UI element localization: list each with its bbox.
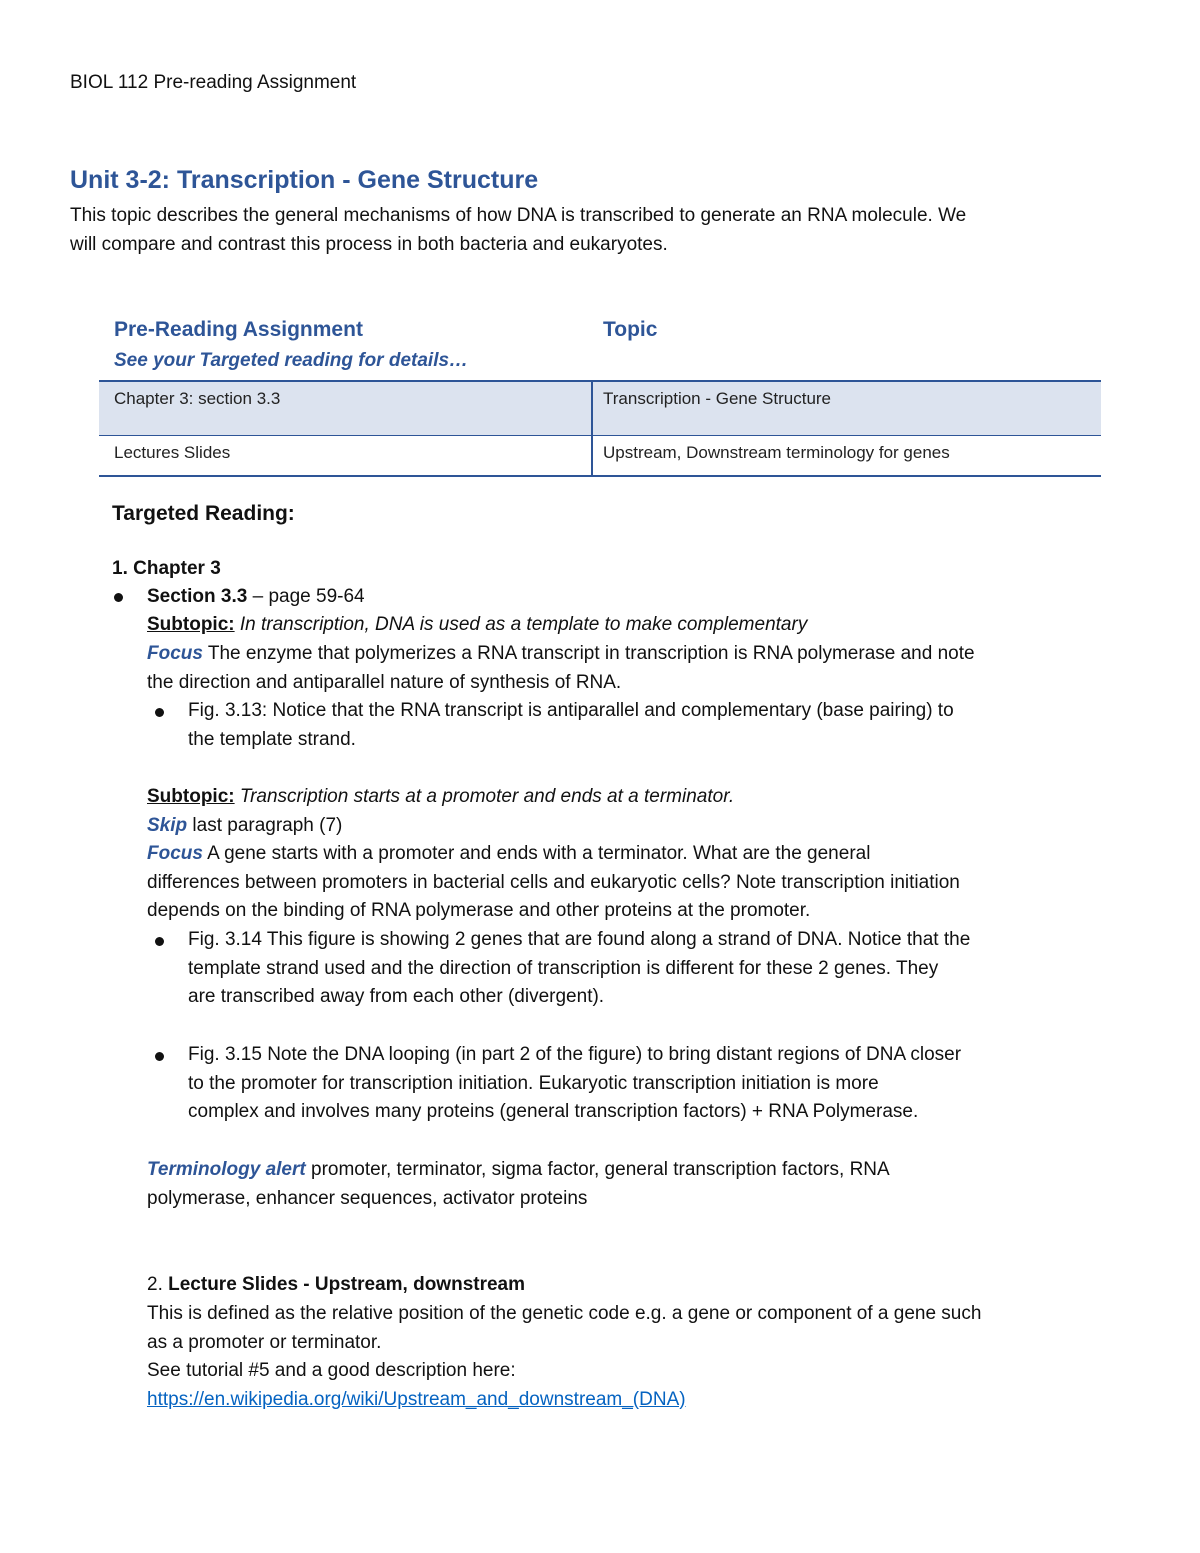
figure-note-line: the template strand. [188, 728, 356, 750]
figure-note [188, 1041, 961, 1127]
section-label: Section 3.3 [147, 586, 248, 607]
focus-text: The enzyme that polymerizes a RNA transcript in transcription is RNA polymerase and note [202, 643, 975, 664]
intro-paragraph [70, 202, 966, 259]
terminology-paragraph [147, 1156, 890, 1213]
table-header-assignment: Pre-Reading Assignment [114, 318, 363, 341]
figure-note-line: Fig. 3.13: Notice that the RNA transcript is antiparallel and complementary (base pairing) to [188, 700, 954, 721]
figure-note-line: Fig. 3.14 This figure is showing 2 genes that are found along a strand of DNA. Notice that the [188, 929, 971, 950]
focus-paragraph [147, 840, 960, 926]
focus-text: A gene starts with a promoter and ends with a terminator. What are the general [202, 843, 871, 864]
focus-line [147, 840, 960, 869]
table-cell-topic: Transcription - Gene Structure [603, 389, 832, 408]
subtopic-line [147, 783, 734, 812]
focus-line: differences between promoters in bacterial cells and eukaryotic cells? Note transcription initiation [147, 871, 960, 893]
figure-note [188, 926, 970, 1012]
table-column-divider [591, 382, 593, 476]
focus-line: the direction and antiparallel nature of synthesis of RNA. [147, 671, 622, 693]
table-header-topic: Topic [603, 318, 658, 341]
section-pages: – page 59-64 [247, 586, 365, 607]
bullet-icon [155, 1052, 164, 1061]
figure-note-line: complex and involves many proteins (general transcription factors) + RNA Polymerase. [188, 1101, 919, 1122]
table-row [99, 436, 1101, 475]
terminology-text: promoter, terminator, sigma factor, general transcription factors, RNA [305, 1159, 890, 1180]
unit-title: Unit 3-2: Transcription - Gene Structure [70, 166, 539, 194]
item2-title: Lecture Slides - Upstream, downstream [168, 1274, 526, 1295]
table-subheader: See your Targeted reading for details… [114, 350, 469, 371]
terminology-line [147, 1156, 890, 1185]
skip-line [147, 812, 342, 841]
bullet-icon [155, 708, 164, 717]
table-cell-assignment: Lectures Slides [114, 443, 231, 462]
focus-paragraph [147, 640, 975, 697]
subtopic-text: Transcription starts at a promoter and ends at a terminator. [234, 786, 735, 807]
table-cell-assignment: Chapter 3: section 3.3 [114, 389, 281, 408]
item2-number: 2. [147, 1274, 169, 1295]
subtopic-text: In transcription, DNA is used as a template to make complementary [234, 614, 808, 635]
focus-label: Focus [147, 843, 203, 864]
skip-text: last paragraph (7) [187, 815, 343, 836]
bullet-icon [114, 593, 123, 602]
intro-line: will compare and contrast this process in both bacteria and eukaryotes. [70, 233, 668, 255]
item2-line: See tutorial #5 and a good description here: [147, 1360, 516, 1381]
item2-line: This is defined as the relative position of the genetic code e.g. a gene or component of a gene such [147, 1303, 982, 1324]
subtopic-label: Subtopic: [147, 786, 235, 807]
figure-note-line: template strand used and the direction of transcription is different for these 2 genes. They [188, 957, 939, 979]
subtopic-line [147, 611, 807, 640]
intro-line: This topic describes the general mechanisms of how DNA is transcribed to generate an RNA molecule. We [70, 205, 967, 226]
item1-heading: 1. Chapter 3 [112, 558, 221, 579]
item2-line: as a promoter or terminator. [147, 1331, 382, 1353]
figure-note [188, 697, 954, 754]
section-line [147, 583, 365, 612]
focus-label: Focus [147, 643, 203, 664]
document-header: BIOL 112 Pre-reading Assignment [70, 72, 357, 93]
table-row-divider [99, 435, 1101, 436]
terminology-line: polymerase, enhancer sequences, activator proteins [147, 1187, 588, 1209]
subtopic-label: Subtopic: [147, 614, 235, 635]
focus-line: depends on the binding of RNA polymerase and other proteins at the promoter. [147, 900, 811, 921]
item2-heading [147, 1271, 525, 1300]
bullet-icon [155, 937, 164, 946]
figure-note-line: to the promoter for transcription initiation. Eukaryotic transcription initiation is more [188, 1072, 879, 1094]
targeted-reading-heading: Targeted Reading: [112, 502, 295, 525]
item2-paragraph [147, 1300, 981, 1414]
skip-label: Skip [147, 815, 188, 836]
figure-note-line: are transcribed away from each other (divergent). [188, 986, 605, 1007]
focus-line [147, 640, 975, 669]
terminology-label: Terminology alert [147, 1159, 306, 1180]
table-cell-topic: Upstream, Downstream terminology for genes [603, 443, 950, 462]
wikipedia-link[interactable]: https://en.wikipedia.org/wiki/Upstream_and_downstream_(DNA) [147, 1388, 686, 1410]
table-top-rule [99, 380, 1101, 382]
table-bottom-rule [99, 475, 1101, 477]
figure-note-line: Fig. 3.15 Note the DNA looping (in part 2 of the figure) to bring distant regions of DNA closer [188, 1044, 962, 1065]
